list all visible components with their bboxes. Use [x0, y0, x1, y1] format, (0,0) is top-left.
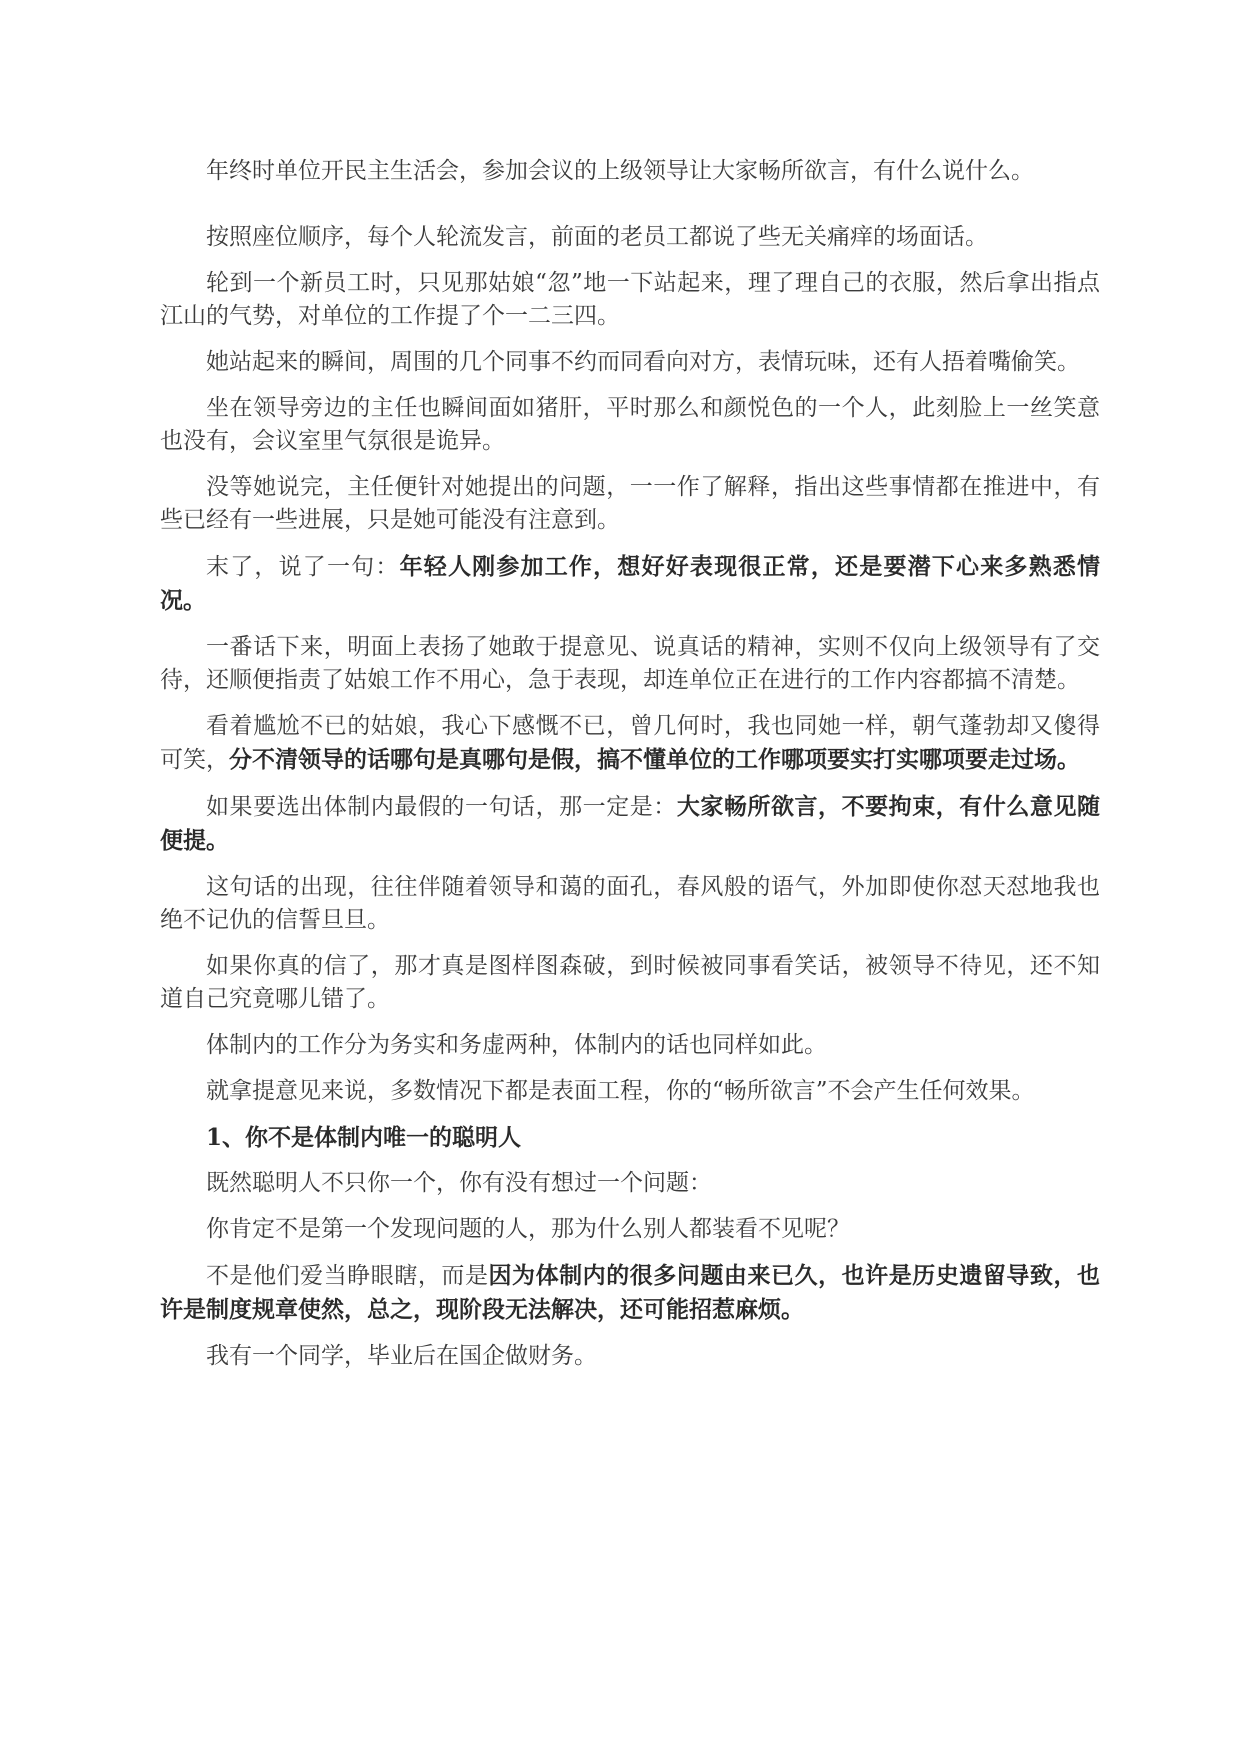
paragraph-3: 轮到一个新员工时，只见那姑娘“忽”地一下站起来，理了理自己的衣服，然后拿出指点江山的气势，对单位的工作提了个一二三四。 — [160, 270, 1100, 329]
section-heading: 1、你不是体制内唯一的聪明人 — [206, 1124, 522, 1151]
bold-emphasis: 大家畅所欲言，不要拘束，有什么意见随便提。 — [160, 793, 1101, 854]
paragraph-2: 按照座位顺序，每个人轮流发言，前面的老员工都说了些无关痛痒的场面话。 — [206, 224, 988, 250]
paragraph-4: 她站起来的瞬间，周围的几个同事不约而同看向对方，表情玩味，还有人捂着嘴偷笑。 — [206, 349, 1080, 375]
paragraph-17: 不是他们爱当睁眼瞎，而是因为体制内的很多问题由来已久，也许是历史遗留导致，也许是制度规章使然，总之，现阶段无法解决，还可能招惹麻烦。 — [160, 1262, 1101, 1323]
paragraph-15: 既然聪明人不只你一个，你有没有想过一个问题： — [206, 1170, 712, 1196]
paragraph-8: 一番话下来，明面上表扬了她敢于提意见、说真话的精神，实则不仅向上级领导有了交待，还顺便指责了姑娘工作不用心，急于表现，却连单位正在进行的工作内容都搞不清楚。 — [160, 634, 1100, 693]
paragraph-5: 坐在领导旁边的主任也瞬间面如猪肝，平时那么和颜悦色的一个人，此刻脸上一丝笑意也没有，会议室里气氛很是诡异。 — [160, 395, 1100, 454]
paragraph-16: 你肯定不是第一个发现问题的人，那为什么别人都装看不见呢？ — [206, 1216, 850, 1242]
paragraph-11: 这句话的出现，往往伴随着领导和蔼的面孔，春风般的语气，外加即使你怼天怼地我也绝不记仇的信誓旦旦。 — [160, 874, 1100, 933]
paragraph-1: 年终时单位开民主生活会，参加会议的上级领导让大家畅所欲言，有什么说什么。 — [206, 158, 1034, 184]
paragraph-14: 就拿提意见来说，多数情况下都是表面工程，你的“畅所欲言”不会产生任何效果。 — [206, 1078, 1035, 1104]
paragraph-12: 如果你真的信了，那才真是图样图森破，到时候被同事看笑话，被领导不待见，还不知道自己究竟哪儿错了。 — [160, 953, 1100, 1012]
article-body — [160, 155, 1100, 1386]
bold-emphasis: 年轻人刚参加工作，想好好表现很正常，还是要潜下心来多熟悉情况。 — [160, 553, 1101, 614]
paragraph-9: 看着尴尬不已的姑娘，我心下感慨不已，曾几何时，我也同她一样，朝气蓬勃却又傻得可笑，分不清领导的话哪句是真哪句是假，搞不懂单位的工作哪项要实打实哪项要走过场。 — [160, 713, 1100, 773]
paragraph-13: 体制内的工作分为务实和务虚两种，体制内的话也同样如此。 — [206, 1032, 827, 1058]
bold-emphasis: 因为体制内的很多问题由来已久，也许是历史遗留导致，也许是制度规章使然，总之，现阶段无法解决，还可能招惹麻烦。 — [160, 1262, 1101, 1323]
paragraph-18: 我有一个同学，毕业后在国企做财务。 — [206, 1343, 597, 1369]
bold-emphasis: 分不清领导的话哪句是真哪句是假，搞不懂单位的工作哪项要实打实哪项要走过场。 — [229, 746, 1080, 773]
paragraph-7: 末了，说了一句：年轻人刚参加工作，想好好表现很正常，还是要潜下心来多熟悉情况。 — [160, 553, 1101, 614]
paragraph-10: 如果要选出体制内最假的一句话，那一定是：大家畅所欲言，不要拘束，有什么意见随便提。 — [160, 793, 1101, 854]
paragraph-6: 没等她说完，主任便针对她提出的问题，一一作了解释，指出这些事情都在推进中，有些已经有一些进展，只是她可能没有注意到。 — [160, 474, 1100, 533]
